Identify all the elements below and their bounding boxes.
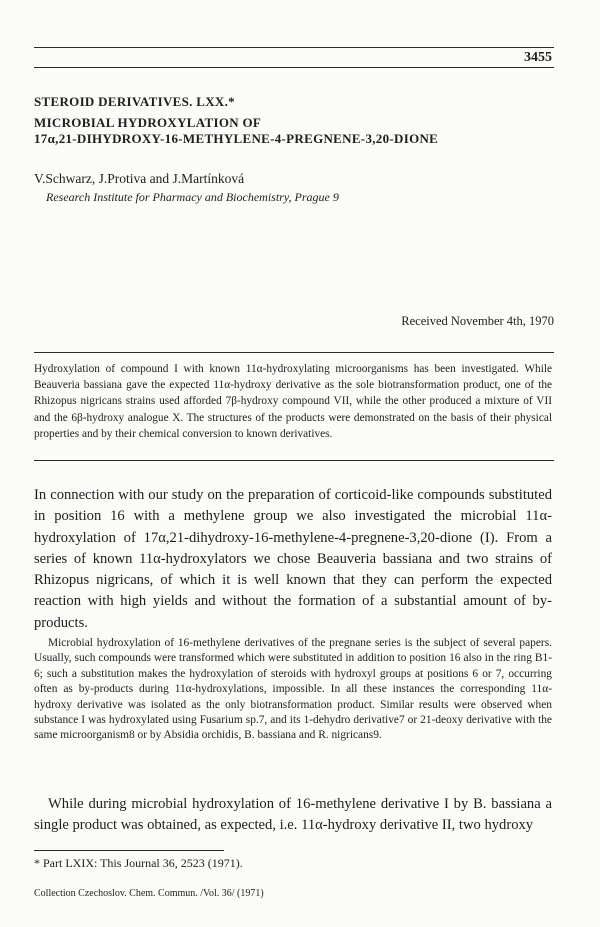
article-title-line1: MICROBIAL HYDROXYLATION OF — [34, 115, 262, 130]
body-intro-paragraph: In connection with our study on the preparation of corticoid-like compounds substituted in position 16 with a methylene group we also investigated the microbial 11α-hydroxylation of 17α,21-dihydroxy-16-methylene-4-pregnene-3,20-dione (I). From a series of known 11α-hydroxylators we chose Beauveria bassiana and two strains of Rhizopus nigricans, of which it is well known that they can perform the expected reaction with high yields and without the formation of a substantial amount of by-products. — [34, 487, 552, 631]
top-rule — [34, 47, 554, 48]
body-paragraph-3: While during microbial hydroxylation of 16-methylene derivative I by B. bassiana a single product was obtained, as expected, i.e. 11α-hydroxy derivative II, two hydroxy — [34, 796, 552, 834]
abstract-bottom-rule — [34, 460, 554, 461]
body-paragraph-2: Microbial hydroxylation of 16-methylene derivatives of the pregnane series is the subject of several papers. Usually, such compounds were transformed which were substituted in addition to position 16 also in the ring B1-6; such a substitution makes the hydroxylation of steroids with hydroxyl groups at positions 6 or 7, occurring often as by-products during 11α-hydroxylations, impossible. In all these instances the corresponding 11α-hydroxy derivative was isolated as the only biotransformation product. Similar results were observed when substance I was hydroxylated using Fusarium sp.7, and its 1-dehydro derivative7 or 21-deoxy derivative with the same microorganism8 or by Absidia orchidis, B. bassiana and R. nigricans9. — [34, 637, 552, 742]
footnote-rule — [34, 850, 224, 851]
series-title: STEROID DERIVATIVES. LXX.* — [34, 94, 235, 109]
journal-footer: Collection Czechoslov. Chem. Commun. /Vol. 36/ (1971) — [34, 888, 264, 899]
article-title-line2: 17α,21-DIHYDROXY-16-METHYLENE-4-PREGNENE-3,20-DIONE — [34, 131, 439, 146]
authors: V.Schwarz, J.Protiva and J.Martínková — [34, 171, 245, 186]
footnote: * Part LXIX: This Journal 36, 2523 (1971). — [34, 856, 243, 870]
abstract-top-rule — [34, 352, 554, 353]
page-number: 3455 — [524, 50, 552, 65]
abstract: Hydroxylation of compound I with known 11α-hydroxylating microorganisms has been investigated. While Beauveria bassiana gave the expected 11α-hydroxy derivative as the sole biotransformation product, one of the Rhizopus nigricans strains used afforded 7β-hydroxy compound VII, while the other produced a mixture of VII and the 6β-hydroxy analogue X. The structures of the products were demonstrated on the basis of their physical properties and by their chemical conversion to known derivatives. — [34, 363, 552, 440]
affiliation: Research Institute for Pharmacy and Biochemistry, Prague 9 — [46, 190, 339, 204]
header-rule — [34, 67, 554, 68]
received-date: Received November 4th, 1970 — [401, 314, 554, 328]
